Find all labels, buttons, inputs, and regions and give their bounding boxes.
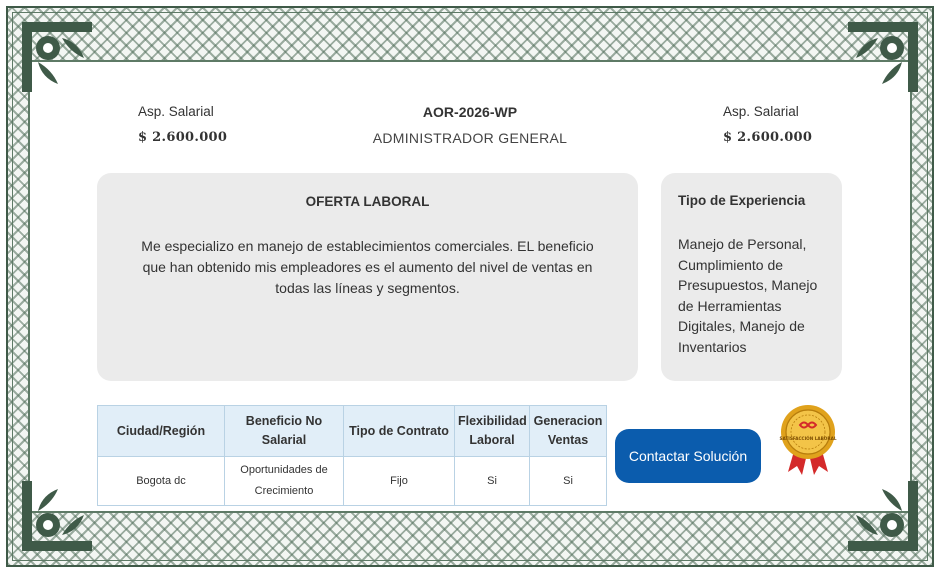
salary-value: $ 2.600.000	[138, 130, 228, 145]
table-cell: Oportunidades de Crecimiento	[225, 457, 344, 506]
satisfaction-seal-icon	[778, 404, 838, 476]
badge-text: SATISFACCIÓN LABORAL	[779, 436, 837, 441]
salary-right	[723, 104, 812, 145]
job-details-table	[97, 405, 607, 506]
salary-label: Asp. Salarial	[138, 104, 214, 119]
table-cell: Si	[530, 457, 607, 506]
table-cell: Fijo	[344, 457, 455, 506]
column-header: Flexibilidad Laboral	[455, 406, 530, 457]
salary-label: Asp. Salarial	[723, 104, 799, 119]
experience-card	[661, 173, 842, 381]
corner-ornament-icon	[844, 18, 922, 96]
offer-card	[97, 173, 638, 381]
corner-ornament-icon	[18, 477, 96, 555]
corner-ornament-icon	[844, 477, 922, 555]
column-header: Beneficio No Salarial	[225, 406, 344, 457]
table-cell: Bogota dc	[98, 457, 225, 506]
column-header: Ciudad/Región	[98, 406, 225, 457]
column-header: Generacion Ventas	[530, 406, 607, 457]
table-header-row	[98, 406, 607, 457]
experience-heading: Tipo de Experiencia	[678, 193, 806, 208]
column-header: Tipo de Contrato	[344, 406, 455, 457]
offer-description: Me especializo en manejo de establecimientos comerciales. EL beneficio que han obtenido mis empleadores es el aumento del nivel de ventas en todas las líneas y segmentos.	[141, 238, 594, 296]
salary-left	[138, 104, 227, 145]
experience-list: Manejo de Personal, Cumplimiento de Presupuestos, Manejo de Herramientas Digitales, Manejo de Inventarios	[678, 236, 818, 355]
table-cell: Si	[455, 457, 530, 506]
job-title: ADMINISTRADOR GENERAL	[372, 130, 568, 146]
job-code: AOR-2026-WP	[422, 104, 518, 120]
table-row	[98, 457, 607, 506]
corner-ornament-icon	[18, 18, 96, 96]
salary-value: $ 2.600.000	[723, 130, 813, 145]
job-header	[300, 104, 640, 146]
contact-button[interactable]: Contactar Solución	[615, 429, 761, 483]
offer-heading: OFERTA LABORAL	[305, 194, 430, 209]
